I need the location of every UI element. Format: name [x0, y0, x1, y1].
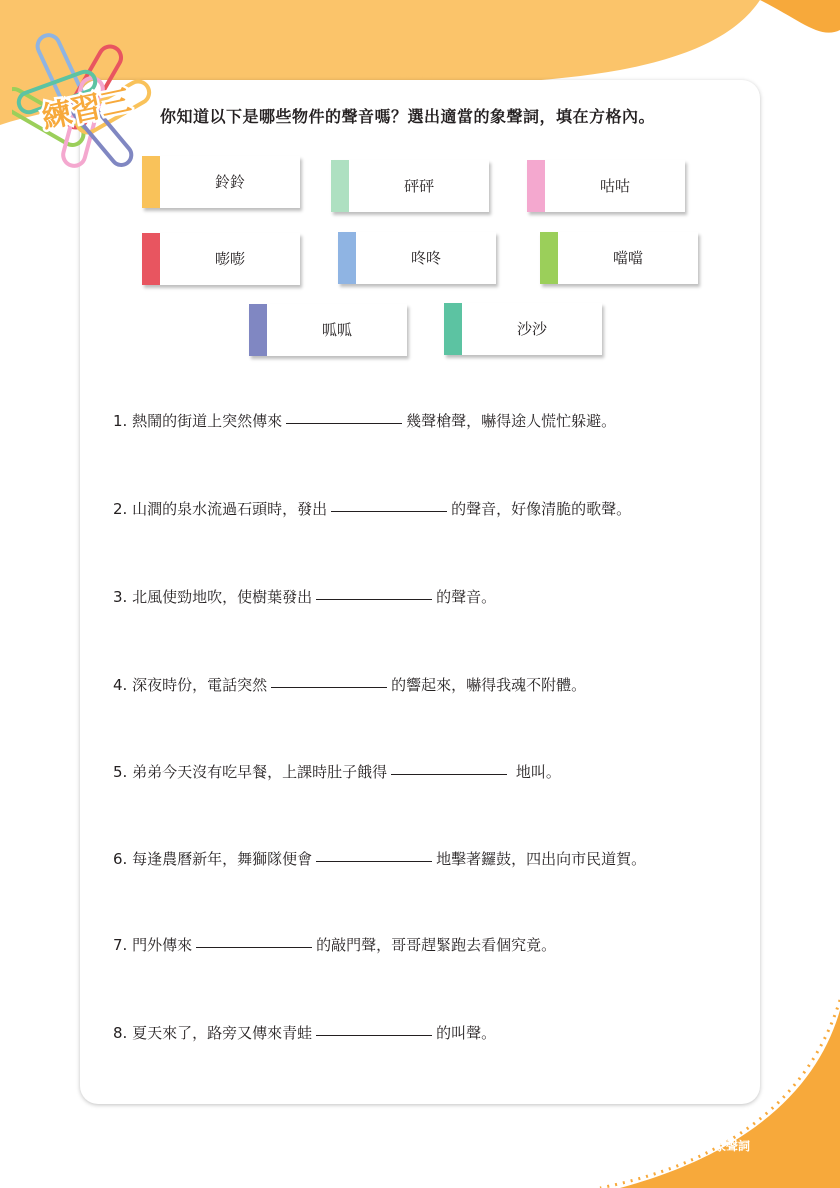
- answer-blank[interactable]: [316, 598, 432, 600]
- word-card: [338, 232, 496, 284]
- card-color-tab: [540, 232, 558, 284]
- answer-blank[interactable]: [196, 946, 312, 948]
- question-text-before: 2. 山澗的泉水流過石頭時，發出: [113, 500, 328, 518]
- card-color-tab: [527, 160, 545, 212]
- question-text-after: 地叫。: [511, 763, 561, 781]
- card-color-tab: [331, 160, 349, 212]
- card-color-tab: [444, 303, 462, 355]
- word-card: [527, 160, 685, 212]
- card-word: 咚咚: [410, 249, 441, 267]
- card-color-tab: [338, 232, 356, 284]
- question-text-before: 1. 熱鬧的街道上突然傳來: [113, 412, 283, 430]
- card-word: 嘭嘭: [214, 250, 245, 268]
- question-text-before: 8. 夏天來了，路旁又傳來青蛙: [113, 1024, 313, 1042]
- card-word: 噹噹: [612, 249, 643, 267]
- card-word: 沙沙: [516, 320, 547, 338]
- question-5: [113, 761, 561, 782]
- question-7: [113, 934, 556, 955]
- question-text-after: 地擊著鑼鼓，四出向市民道賀。: [436, 850, 647, 868]
- question-6: [113, 848, 646, 869]
- answer-blank[interactable]: [271, 686, 387, 688]
- answer-blank[interactable]: [391, 773, 507, 775]
- question-text-before: 7. 門外傳來: [113, 936, 193, 954]
- question-2: [113, 498, 631, 519]
- question-1: [113, 410, 616, 431]
- word-card: [249, 304, 407, 356]
- question-text-after: 的響起來，嚇得我魂不附體。: [391, 676, 587, 694]
- card-color-tab: [142, 233, 160, 285]
- card-color-tab: [142, 156, 160, 208]
- question-text-after: 幾聲槍聲，嚇得途人慌忙躲避。: [406, 412, 617, 430]
- instruction-text: 你知道以下是哪些物件的聲音嗎？選出適當的象聲詞，填在方格內。: [160, 107, 656, 126]
- card-color-tab: [249, 304, 267, 356]
- question-text-after: 的敲門聲，哥哥趕緊跑去看個究竟。: [316, 936, 557, 954]
- question-4: [113, 674, 586, 695]
- word-card: [540, 232, 698, 284]
- question-text-before: 4. 深夜時份，電話突然: [113, 676, 268, 694]
- question-text-after: 的叫聲。: [436, 1024, 497, 1042]
- answer-blank[interactable]: [286, 422, 402, 424]
- card-word: 鈴鈴: [214, 173, 245, 191]
- word-card: [331, 160, 489, 212]
- question-text-after: 的聲音。: [436, 588, 497, 606]
- question-8: [113, 1022, 496, 1043]
- question-text-before: 3. 北風使勁地吹，使樹葉發出: [113, 588, 313, 606]
- answer-blank[interactable]: [316, 1034, 432, 1036]
- card-word: 砰砰: [403, 177, 434, 195]
- word-card: [142, 156, 300, 208]
- answer-blank[interactable]: [316, 860, 432, 862]
- card-word: 咕咕: [599, 177, 630, 195]
- word-card: [142, 233, 300, 285]
- question-text-before: 6. 每逢農曆新年，舞獅隊便會: [113, 850, 313, 868]
- badge-label: 練習三: [39, 84, 134, 136]
- question-text-before: 5. 弟弟今天沒有吃早餐，上課時肚子餓得: [113, 763, 388, 781]
- answer-blank[interactable]: [331, 510, 447, 512]
- paperclip-badge: [12, 22, 162, 182]
- footer-topic-tag: 象聲詞: [714, 1139, 751, 1153]
- question-3: [113, 586, 496, 607]
- word-card: [444, 303, 602, 355]
- question-text-after: 的聲音，好像清脆的歌聲。: [451, 500, 632, 518]
- card-word: 呱呱: [321, 321, 352, 339]
